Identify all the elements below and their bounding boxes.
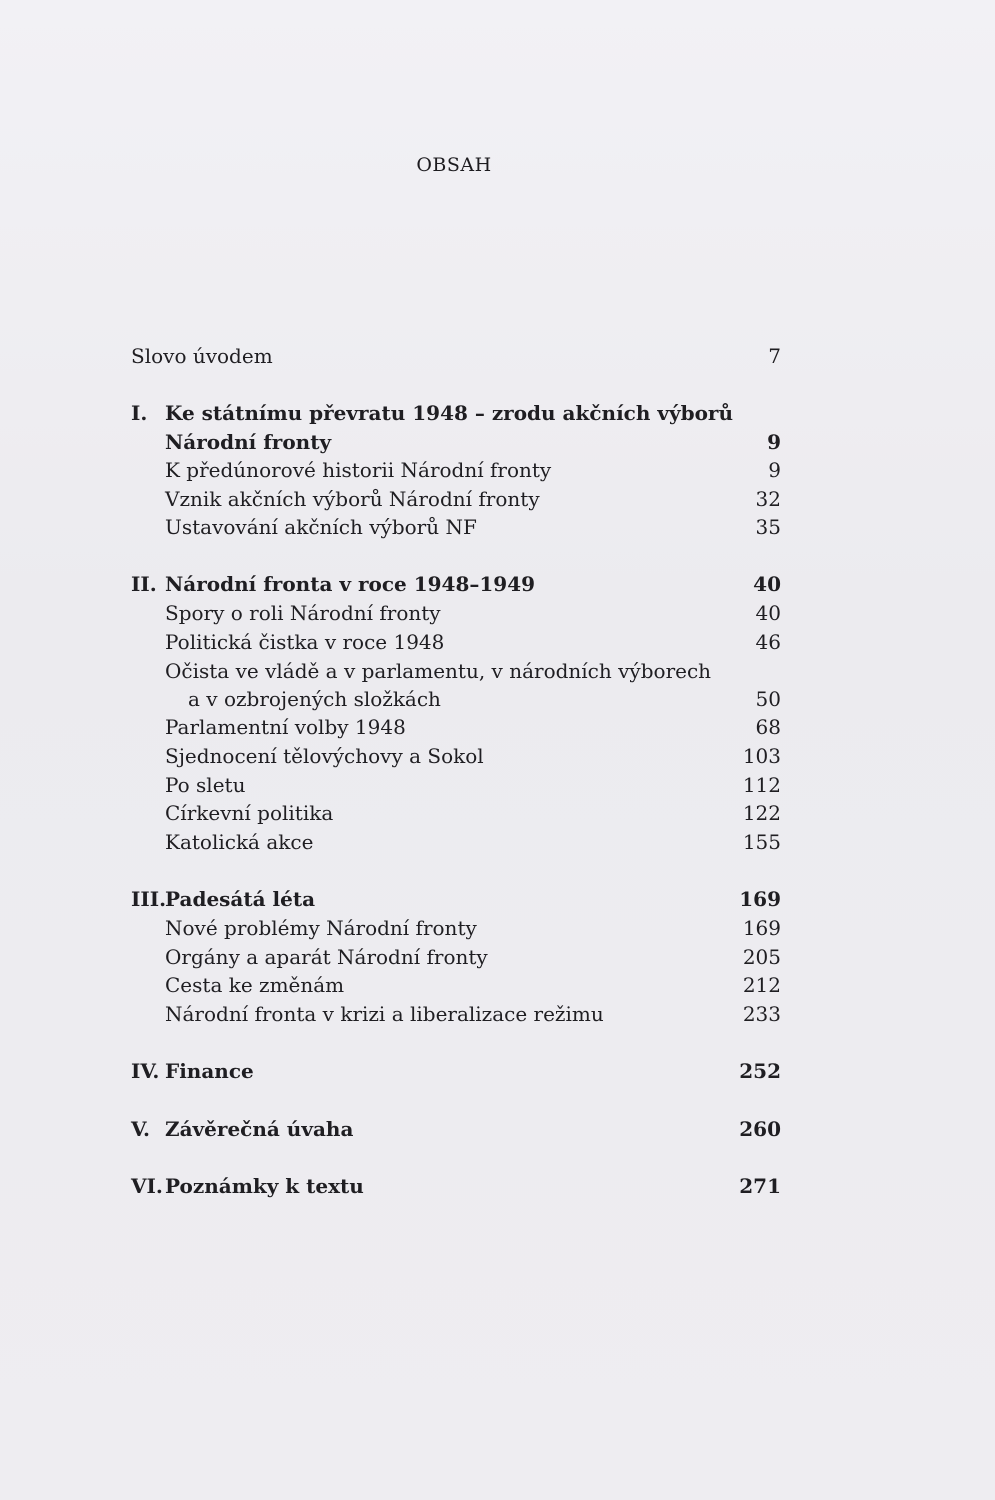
toc-entry-title: Katolická akce bbox=[165, 830, 314, 854]
toc-entry-title: Církevní politika bbox=[165, 801, 334, 825]
toc-chapter-3[interactable] bbox=[131, 885, 781, 913]
toc-section[interactable] bbox=[165, 713, 781, 741]
toc-entry-page: 9 bbox=[768, 458, 781, 482]
toc-entry-page: 260 bbox=[739, 1117, 781, 1141]
toc-entry-page: 271 bbox=[739, 1174, 781, 1198]
toc-entry-title: Poznámky k textu bbox=[165, 1174, 364, 1198]
toc-chapter-1-continued[interactable] bbox=[131, 428, 781, 456]
toc-section[interactable] bbox=[165, 456, 781, 484]
toc-entry-page: 9 bbox=[767, 430, 781, 454]
chapter-number: I. bbox=[131, 401, 148, 425]
chapter-number: III. bbox=[131, 887, 167, 911]
toc-entry-page: 112 bbox=[742, 773, 781, 797]
toc-entry-title: K předúnorové historii Národní fronty bbox=[165, 458, 552, 482]
toc-entry-page: 68 bbox=[755, 715, 781, 739]
toc-entry-page: 169 bbox=[739, 887, 781, 911]
toc-entry-page: 212 bbox=[742, 973, 781, 997]
toc-section[interactable] bbox=[165, 799, 781, 827]
chapter-number: V. bbox=[131, 1117, 150, 1141]
toc-entry-page: 252 bbox=[739, 1059, 781, 1083]
toc-section[interactable] bbox=[165, 828, 781, 856]
chapter-number: II. bbox=[131, 572, 157, 596]
toc-section[interactable] bbox=[165, 914, 781, 942]
toc-section[interactable] bbox=[165, 1000, 781, 1028]
toc-section[interactable] bbox=[165, 943, 781, 971]
toc-chapter-4[interactable] bbox=[131, 1057, 781, 1085]
toc-entry-title: Cesta ke změnám bbox=[165, 973, 345, 997]
toc-entry-title: Ke státnímu převratu 1948 – zrodu akčních výborů bbox=[165, 401, 734, 425]
toc-entry-page: 103 bbox=[742, 744, 781, 768]
toc-entry-title: Národní fronty bbox=[165, 430, 332, 454]
toc-section[interactable] bbox=[165, 771, 781, 799]
toc-entry-page: 46 bbox=[755, 630, 781, 654]
toc-entry-slovo-uvodem[interactable] bbox=[131, 342, 781, 370]
toc-entry-page: 122 bbox=[742, 801, 781, 825]
toc-entry-title: Nové problémy Národní fronty bbox=[165, 916, 477, 940]
toc-entry-title: Vznik akčních výborů Národní fronty bbox=[165, 487, 540, 511]
toc-entry-title: Ustavování akčních výborů NF bbox=[165, 515, 477, 539]
chapter-number: IV. bbox=[131, 1059, 160, 1083]
toc-entry-page: 40 bbox=[755, 601, 781, 625]
toc-entry-title: Národní fronta v krizi a liberalizace režimu bbox=[165, 1002, 604, 1026]
toc-entry-page: 169 bbox=[742, 916, 781, 940]
toc-section[interactable] bbox=[165, 599, 781, 627]
toc-section[interactable] bbox=[165, 513, 781, 541]
toc-chapter-5[interactable] bbox=[131, 1115, 781, 1143]
toc-entry-page: 32 bbox=[755, 487, 781, 511]
toc-section-continued[interactable] bbox=[188, 685, 781, 713]
toc-section[interactable] bbox=[165, 971, 781, 999]
page-title: OBSAH bbox=[416, 154, 492, 176]
toc-entry-title: Finance bbox=[165, 1059, 254, 1083]
toc-entry-title: Očista ve vládě a v parlamentu, v národních výborech bbox=[165, 659, 712, 683]
toc-entry-page: 205 bbox=[742, 945, 781, 969]
toc-entry-title: Sjednocení tělovýchovy a Sokol bbox=[165, 744, 484, 768]
toc-entry-title: Politická čistka v roce 1948 bbox=[165, 630, 445, 654]
toc-entry-title: Padesátá léta bbox=[165, 887, 316, 911]
toc-section[interactable] bbox=[165, 742, 781, 770]
toc-entry-title: a v ozbrojených složkách bbox=[188, 687, 441, 711]
toc-entry-page: 7 bbox=[768, 344, 781, 368]
toc-entry-page: 50 bbox=[755, 687, 781, 711]
toc-section[interactable] bbox=[165, 485, 781, 513]
toc-chapter-6[interactable] bbox=[131, 1172, 781, 1200]
toc-entry-page: 35 bbox=[755, 515, 781, 539]
toc-entry-page: 155 bbox=[742, 830, 781, 854]
chapter-number: VI. bbox=[131, 1174, 163, 1198]
toc-entry-title: Slovo úvodem bbox=[131, 344, 273, 368]
toc-entry-title: Závěrečná úvaha bbox=[165, 1117, 354, 1141]
toc-entry-title: Spory o roli Národní fronty bbox=[165, 601, 441, 625]
toc-section[interactable] bbox=[165, 657, 781, 685]
toc-entry-title: Národní fronta v roce 1948–1949 bbox=[165, 572, 536, 596]
toc-chapter-1[interactable] bbox=[131, 399, 781, 427]
toc-entry-title: Orgány a aparát Národní fronty bbox=[165, 945, 488, 969]
toc-chapter-2[interactable] bbox=[131, 570, 781, 598]
toc-section[interactable] bbox=[165, 628, 781, 656]
toc-entry-page: 233 bbox=[742, 1002, 781, 1026]
toc-entry-title: Parlamentní volby 1948 bbox=[165, 715, 406, 739]
toc-entry-title: Po sletu bbox=[165, 773, 246, 797]
toc-entry-page: 40 bbox=[753, 572, 781, 596]
